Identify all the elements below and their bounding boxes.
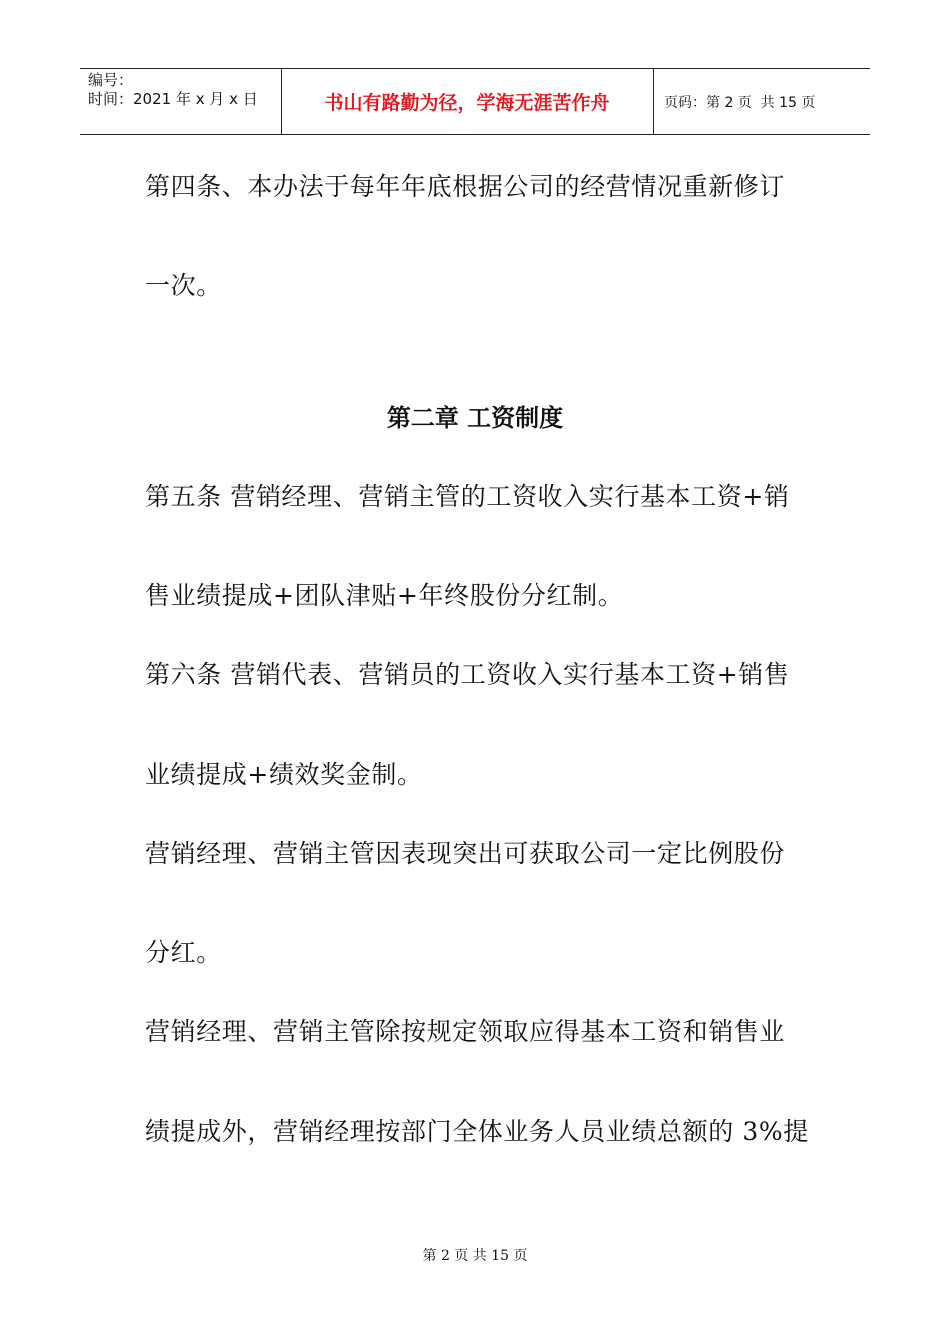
footer-page-number: 第 2 页 共 15 页 bbox=[422, 1248, 528, 1264]
header-page-number: 页码：第 2 页 共 15 页 bbox=[664, 94, 816, 111]
body-text-line: 售业绩提成+团队津贴+年终股份分红制。 bbox=[145, 581, 624, 610]
doc-time-label: 时间：2021 年 x 月 x 日 bbox=[88, 90, 258, 108]
body-text-line: 第五条 营销经理、营销主管的工资收入实行基本工资+销 bbox=[145, 482, 790, 511]
body-text-line: 第四条、本办法于每年年底根据公司的经营情况重新修订 bbox=[145, 172, 786, 201]
body-text-line: 绩提成外，营销经理按部门全体业务人员业绩总额的 3%提 bbox=[145, 1117, 809, 1146]
body-text-line: 业绩提成+绩效奖金制。 bbox=[145, 760, 423, 789]
chapter-title: 第二章 工资制度 bbox=[386, 404, 564, 432]
body-text-line: 营销经理、营销主管除按规定领取应得基本工资和销售业 bbox=[145, 1017, 786, 1046]
header-divider bbox=[653, 69, 654, 134]
document-header bbox=[80, 68, 870, 135]
header-motto: 书山有路勤为径，学海无涯苦作舟 bbox=[324, 92, 610, 114]
body-text-line: 营销经理、营销主管因表现突出可获取公司一定比例股份 bbox=[145, 839, 786, 868]
body-text-line: 一次。 bbox=[145, 271, 222, 300]
header-meta bbox=[88, 71, 258, 109]
body-text-line: 分红。 bbox=[145, 938, 222, 967]
doc-number-label: 编号： bbox=[88, 71, 134, 89]
body-text-line: 第六条 营销代表、营销员的工资收入实行基本工资+销售 bbox=[145, 660, 790, 689]
